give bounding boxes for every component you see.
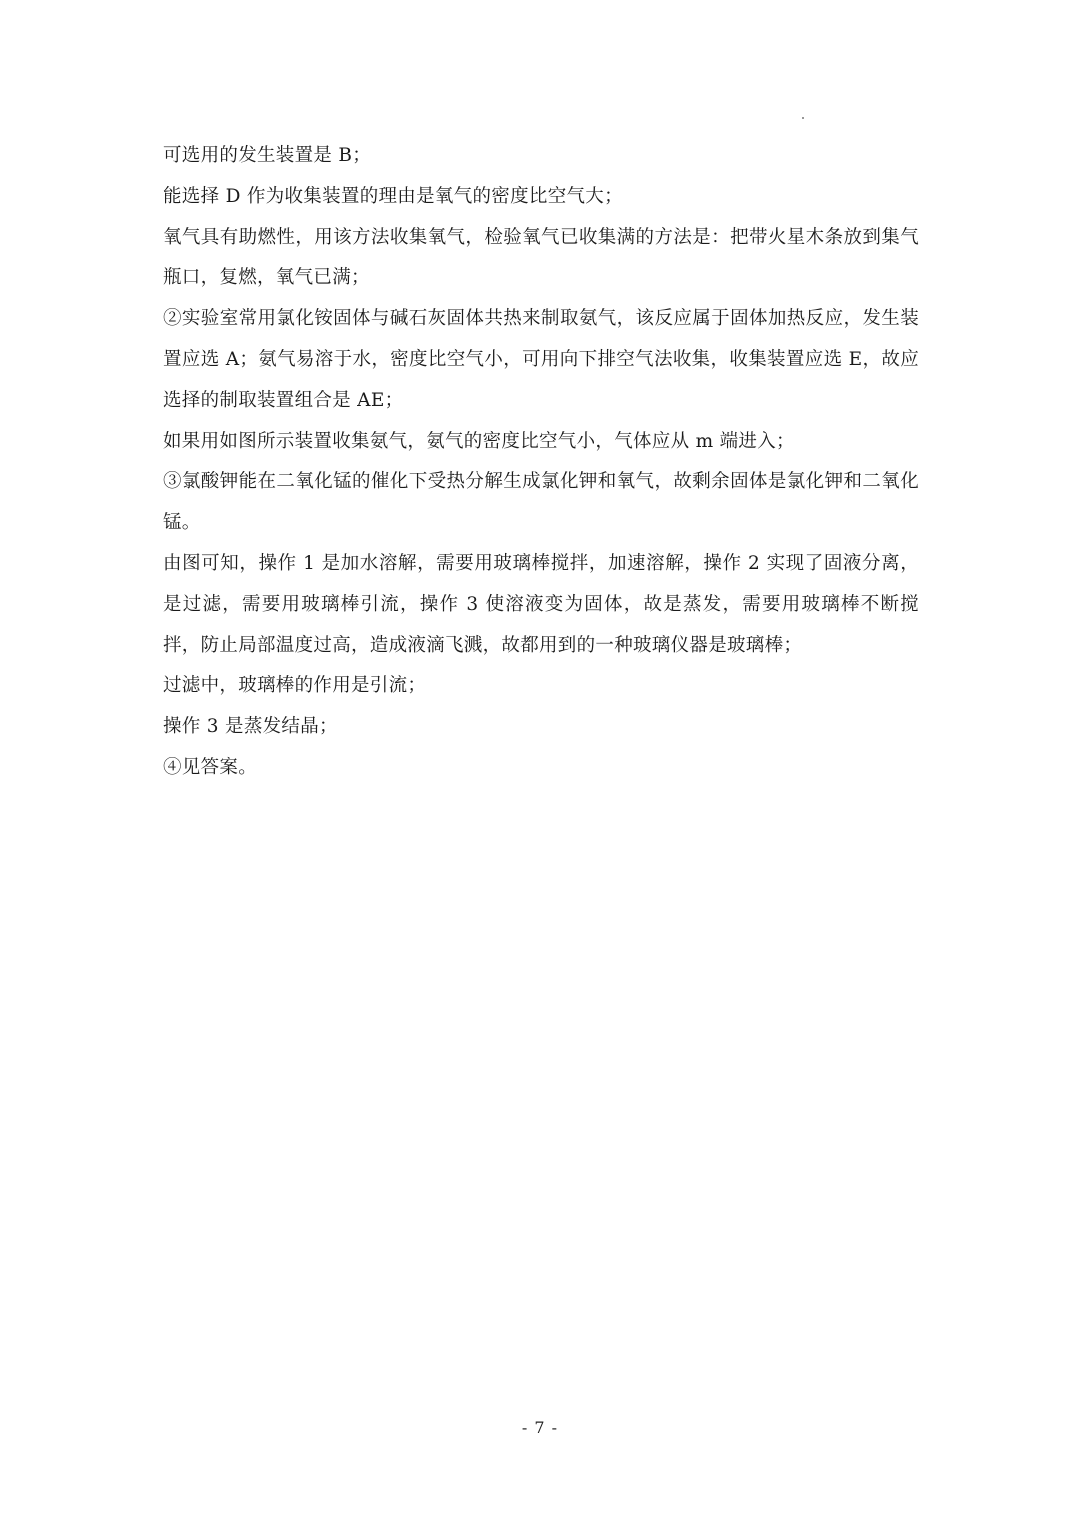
paragraph-see-answer: ④见答案。 (163, 756, 258, 778)
paragraph-ammonia-inlet: 如果用如图所示装置收集氨气，氨气的密度比空气小，气体应从 m 端进入； (163, 430, 795, 452)
paragraph-oxygen-test: 氧气具有助燃性，用该方法收集氧气，检验氧气已收集满的方法是：把带火星木条放到集气瓶口，复燃，氧气已满； (163, 226, 919, 289)
page-number: - 7 - (521, 1418, 559, 1437)
answer-body (163, 136, 919, 789)
paragraph-ammonia-setup: ②实验室常用氯化铵固体与碱石灰固体共热来制取氨气，该反应属于固体加热反应，发生装置应选 A；氨气易溶于水，密度比空气小，可用向下排空气法收集，收集装置应选 E，故应选择的制取装置组合是 AE； (163, 308, 919, 411)
paragraph-operation-3: 操作 3 是蒸发结晶； (163, 716, 338, 738)
scan-speck (802, 117, 804, 119)
paragraph-operations: 由图可知，操作 1 是加水溶解，需要用玻璃棒搅拌，加速溶解，操作 2 实现了固液分离，是过滤，需要用玻璃棒引流，操作 3 使溶液变为固体，故是蒸发，需要用玻璃棒不断搅拌，防止局部温度过高，造成液滴飞溅，故都用到的一种玻璃仪器是玻璃棒； (163, 552, 919, 656)
paragraph-residue: ③氯酸钾能在二氧化锰的催化下受热分解生成氯化钾和氧气，故剩余固体是氯化钾和二氧化锰。 (163, 471, 919, 534)
paragraph-collector-reason: 能选择 D 作为收集装置的理由是氧气的密度比空气大； (163, 185, 623, 207)
paragraph-generator-choice: 可选用的发生装置是 B； (163, 145, 372, 166)
paragraph-filtration: 过滤中，玻璃棒的作用是引流； (163, 675, 427, 697)
